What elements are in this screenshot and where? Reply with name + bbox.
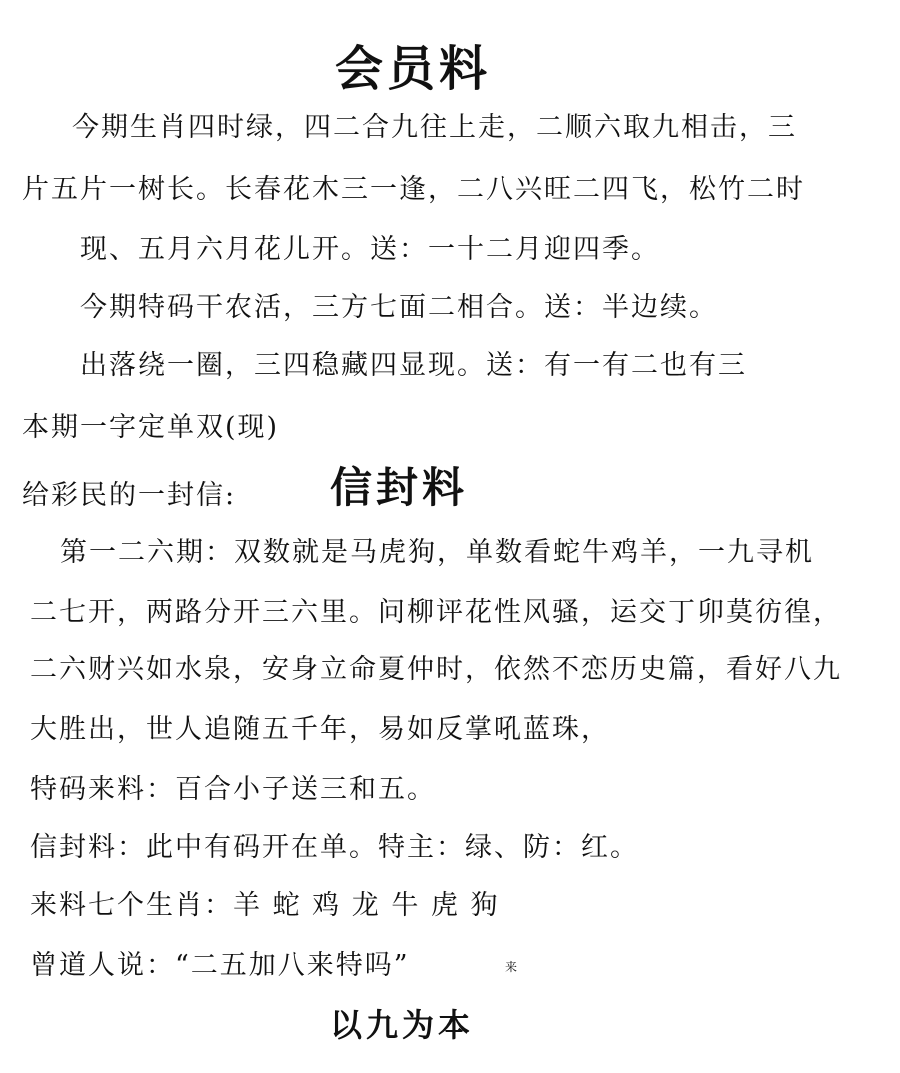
letter-line-4: 大胜出，世人追随五千年，易如反掌吼蓝珠，: [30, 714, 610, 745]
letter-line-6: 信封料：此中有码开在单。特主：绿、防：红。: [30, 832, 639, 863]
document-title: 会员料: [335, 41, 492, 97]
letter-line-7: 来料七个生肖：羊 蛇 鸡 龙 牛 虎 狗: [30, 890, 500, 921]
letter-line-1: 第一二六期：双数就是马虎狗，单数看蛇牛鸡羊，一九寻机: [60, 537, 814, 568]
member-line-5: 出落绕一圈，三四稳藏四显现。送：有一有二也有三: [80, 350, 747, 381]
member-line-4: 今期特码干农活，三方七面二相合。送：半边续。: [80, 292, 718, 323]
letter-line-5: 特码来料：百合小子送三和五。: [30, 774, 436, 805]
letter-line-3: 二六财兴如水泉，安身立命夏仲时，依然不恋历史篇，看好八九: [30, 654, 842, 685]
member-line-2: 片五片一树长。长春花木三一逢，二八兴旺二四飞，松竹二时: [22, 174, 805, 205]
letter-intro: 给彩民的一封信:: [22, 480, 237, 511]
letter-line-8: 曾道人说：“二五加八来特吗”: [30, 950, 410, 981]
letter-title: 信封料: [330, 463, 469, 512]
letter-line-2: 二七开，两路分开三六里。问柳评花性风骚，运交丁卯莫彷徨，: [30, 597, 842, 628]
member-line-3: 现、五月六月花儿开。送：一十二月迎四季。: [80, 234, 660, 265]
member-line-6: 本期一字定单双(现): [22, 412, 280, 443]
member-line-1: 今期生肖四时绿，四二合九往上走，二顺六取九相击，三: [72, 112, 797, 143]
footer-text: 以九为本: [330, 1006, 475, 1044]
small-mark: 来: [505, 960, 518, 974]
